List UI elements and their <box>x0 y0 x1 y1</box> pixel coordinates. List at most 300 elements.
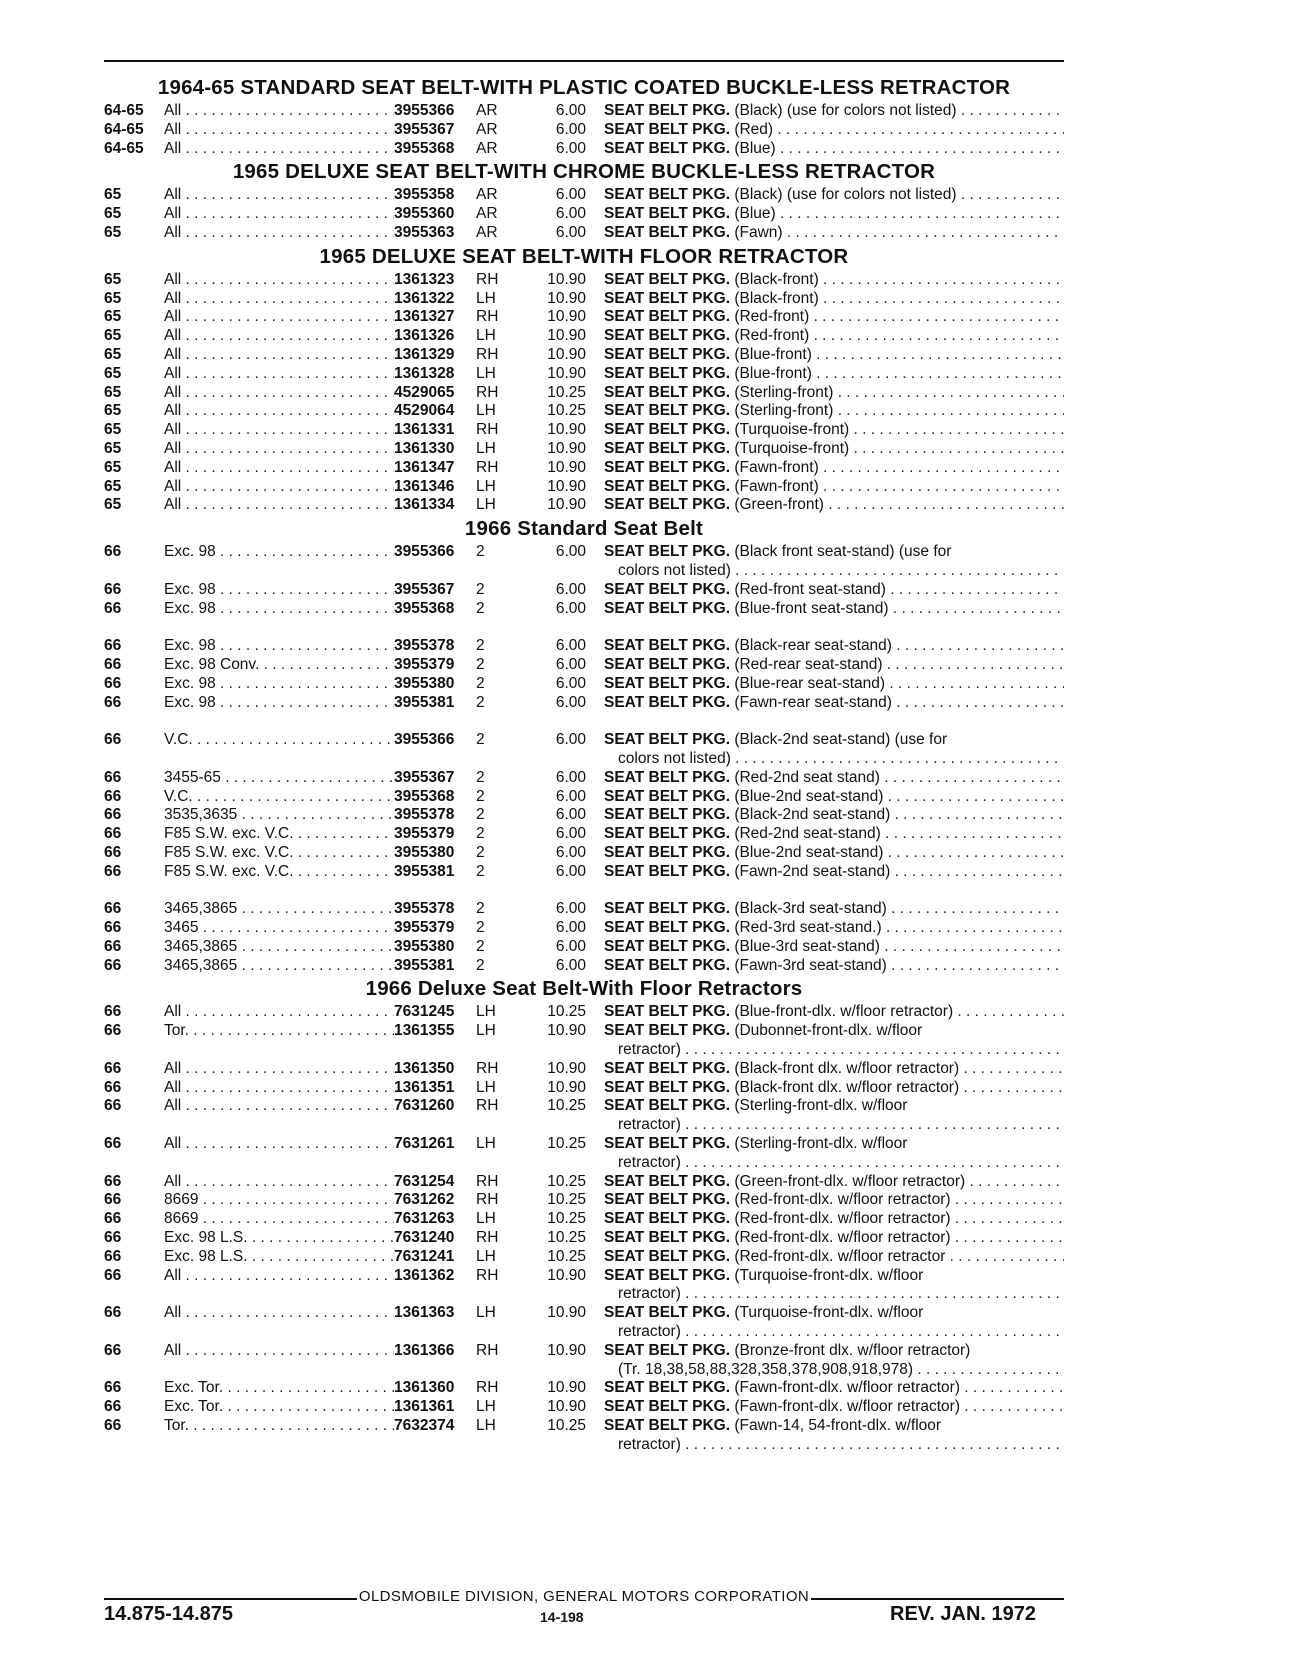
model-text: Exc. 98 <box>164 637 216 655</box>
description-text: (Blue-2nd seat-stand) . . . <box>734 844 1064 861</box>
description-continuation <box>604 1361 1064 1380</box>
part-number-cell: 1361322 <box>394 289 455 307</box>
description-keyword: SEAT BELT PKG. <box>604 439 731 457</box>
description-keyword: SEAT BELT PKG. <box>604 1341 731 1359</box>
leader-dots <box>181 224 394 241</box>
description-text: (Turquoise-front) . . . <box>734 440 1064 457</box>
model-text: All <box>164 308 182 326</box>
leader-dots <box>181 121 394 138</box>
part-number-cell-empty <box>394 1041 470 1060</box>
table-row <box>104 1304 1064 1323</box>
model-cell <box>164 600 394 619</box>
year-cell: 66 <box>104 956 122 974</box>
description-cell <box>604 290 1064 309</box>
description-continuation-text: retractor) . . . <box>618 1041 1064 1058</box>
price-cell: 10.90 <box>547 289 586 307</box>
leader-dots <box>181 365 394 382</box>
year-cell: 66 <box>104 1059 122 1077</box>
qty-cell: LH <box>476 439 496 457</box>
part-number-cell-empty <box>394 1285 470 1304</box>
description-continuation <box>604 1041 1064 1060</box>
leader-dots <box>237 938 394 955</box>
table-row <box>104 1191 1064 1210</box>
description-keyword: SEAT BELT PKG. <box>604 421 731 439</box>
leader-dots <box>181 1060 394 1077</box>
qty-cell: AR <box>476 120 498 138</box>
model-text: All <box>164 102 182 119</box>
leader-dots <box>181 186 394 203</box>
qty-cell: RH <box>476 1172 499 1190</box>
model-text: Exc. 98 <box>164 599 216 617</box>
price-cell-empty <box>516 1116 604 1135</box>
year-cell: 66 <box>104 1247 122 1265</box>
description-cell <box>604 694 1064 713</box>
description-cell <box>604 384 1064 403</box>
description-cell <box>604 478 1064 497</box>
part-number-cell: 7631263 <box>394 1210 455 1228</box>
footer-division: OLDSMOBILE DIVISION, GENERAL MOTORS CORPORATION <box>358 1588 810 1605</box>
part-number-cell: 1361366 <box>394 1341 455 1359</box>
year-cell: 64-65 <box>104 139 144 157</box>
year-cell: 66 <box>104 843 122 861</box>
table-row <box>104 581 1064 600</box>
qty-cell: LH <box>476 1135 496 1153</box>
table-row <box>104 675 1064 694</box>
leader-dots <box>181 271 394 288</box>
description-keyword: SEAT BELT PKG. <box>604 289 731 307</box>
description-text: (Turquoise-front-dlx. w/floor <box>734 1266 924 1284</box>
model-cell-empty <box>164 1285 394 1304</box>
qty-cell: 2 <box>476 637 485 655</box>
year-cell: 66 <box>104 919 122 937</box>
part-number-cell: 1361355 <box>394 1022 455 1040</box>
qty-cell-empty <box>470 1285 516 1304</box>
leader-dots <box>181 1135 394 1152</box>
year-cell: 66 <box>104 1172 122 1190</box>
description-text: (Black front seat-stand) (use for <box>734 543 952 561</box>
qty-cell-empty <box>470 1154 516 1173</box>
qty-cell-empty <box>470 1361 516 1380</box>
year-cell: 65 <box>104 289 122 307</box>
qty-cell: 2 <box>476 674 485 692</box>
part-number-cell: 4529064 <box>394 402 455 420</box>
leader-dots <box>237 806 394 823</box>
model-text: All <box>164 1078 182 1096</box>
description-text: (Blue-front seat-stand) . . . <box>734 600 1064 617</box>
table-row <box>104 1003 1064 1022</box>
year-cell: 66 <box>104 825 122 843</box>
qty-cell: AR <box>476 186 498 204</box>
description-text: (Red-front-dlx. w/floor retractor) . . . <box>734 1229 1064 1246</box>
leader-dots <box>181 1267 394 1284</box>
model-cell <box>164 825 394 844</box>
part-number-cell: 3955366 <box>394 102 455 119</box>
table-row <box>104 290 1064 309</box>
year-cell: 66 <box>104 1135 122 1153</box>
price-cell: 10.25 <box>547 402 586 420</box>
price-cell-empty <box>516 1361 604 1380</box>
model-text: Exc. Tor. <box>164 1398 224 1416</box>
year-cell: 66 <box>104 543 122 561</box>
part-number-cell: 3955380 <box>394 937 455 955</box>
part-number-cell: 1361363 <box>394 1304 455 1322</box>
year-cell-empty <box>104 1436 164 1455</box>
model-text: All <box>164 139 182 157</box>
description-keyword: SEAT BELT PKG. <box>604 900 731 918</box>
part-number-cell: 7631245 <box>394 1003 455 1021</box>
qty-cell: 2 <box>476 900 485 918</box>
description-keyword: SEAT BELT PKG. <box>604 496 731 514</box>
leader-dots <box>216 581 394 598</box>
qty-cell: 2 <box>476 655 485 673</box>
model-cell <box>164 459 394 478</box>
description-cell <box>604 806 1064 825</box>
model-cell <box>164 346 394 365</box>
price-cell-empty <box>516 750 604 769</box>
model-cell <box>164 543 394 562</box>
part-number-cell: 3955366 <box>394 731 455 749</box>
description-continuation <box>604 1116 1064 1135</box>
model-cell <box>164 440 394 459</box>
model-cell <box>164 1267 394 1286</box>
part-number-cell: 3955363 <box>394 223 455 241</box>
part-number-cell: 1361328 <box>394 364 455 382</box>
table-row <box>104 844 1064 863</box>
table-row <box>104 1379 1064 1398</box>
description-cell <box>604 102 1064 121</box>
table-row <box>104 806 1064 825</box>
qty-cell: 2 <box>476 825 485 843</box>
qty-cell: 2 <box>476 787 485 805</box>
year-cell: 66 <box>104 1229 122 1247</box>
qty-cell-empty <box>470 1041 516 1060</box>
year-cell: 66 <box>104 1191 122 1209</box>
leader-dots <box>181 1342 394 1359</box>
part-number-cell: 7632374 <box>394 1417 455 1434</box>
qty-cell: LH <box>476 1398 496 1416</box>
description-text: (Blue-front) . . . <box>734 346 1064 363</box>
model-cell <box>164 1229 394 1248</box>
description-cell <box>604 900 1064 919</box>
model-text: Exc. 98 <box>164 543 216 561</box>
model-cell <box>164 102 394 121</box>
description-cell <box>604 327 1064 346</box>
price-cell: 10.90 <box>547 1266 586 1284</box>
part-number-cell-empty <box>394 562 470 581</box>
description-keyword: SEAT BELT PKG. <box>604 477 731 495</box>
table-row <box>104 543 1064 562</box>
table-row <box>104 421 1064 440</box>
model-cell <box>164 384 394 403</box>
description-cell <box>604 1173 1064 1192</box>
year-cell: 66 <box>104 806 122 824</box>
part-number-cell: 1361360 <box>394 1379 455 1397</box>
part-number-cell: 3955367 <box>394 768 455 786</box>
description-keyword: SEAT BELT PKG. <box>604 1266 731 1284</box>
table-row <box>104 1342 1064 1361</box>
qty-cell-empty <box>470 750 516 769</box>
table-row <box>104 1417 1064 1436</box>
table-row <box>104 731 1064 750</box>
table-row <box>104 478 1064 497</box>
table-row <box>104 1135 1064 1154</box>
description-continuation <box>604 1154 1064 1173</box>
description-keyword: SEAT BELT PKG. <box>604 580 731 598</box>
qty-cell: 2 <box>476 580 485 598</box>
description-cell <box>604 600 1064 619</box>
model-text: V.C. <box>164 787 193 805</box>
table-row <box>104 459 1064 478</box>
price-cell: 6.00 <box>555 900 586 918</box>
price-cell: 10.90 <box>547 1304 586 1322</box>
year-cell: 64-65 <box>104 102 144 119</box>
description-keyword: SEAT BELT PKG. <box>604 1210 731 1228</box>
description-text: (Fawn-front-dlx. w/floor retractor) . . . <box>734 1398 1064 1415</box>
leader-dots <box>259 656 394 673</box>
price-cell: 10.90 <box>547 270 586 288</box>
year-cell: 65 <box>104 383 122 401</box>
qty-cell: 2 <box>476 919 485 937</box>
description-cell <box>604 1210 1064 1229</box>
qty-cell: RH <box>476 308 499 326</box>
footer-page-number: 14-198 <box>540 1609 584 1625</box>
price-cell: 6.00 <box>555 693 586 711</box>
description-cell <box>604 1003 1064 1022</box>
qty-cell: RH <box>476 1379 499 1397</box>
description-keyword: SEAT BELT PKG. <box>604 637 731 655</box>
description-keyword: SEAT BELT PKG. <box>604 543 731 561</box>
description-continuation-text: colors not listed) . . . <box>618 750 1064 767</box>
table-row <box>104 402 1064 421</box>
leader-dots <box>198 1191 394 1208</box>
description-text: (Red) . . . <box>734 121 1064 138</box>
price-cell: 6.00 <box>555 787 586 805</box>
model-cell <box>164 1304 394 1323</box>
year-cell-empty <box>104 750 164 769</box>
description-keyword: SEAT BELT PKG. <box>604 1003 731 1021</box>
description-cell <box>604 957 1064 976</box>
qty-cell: RH <box>476 1059 499 1077</box>
year-cell: 66 <box>104 1003 122 1021</box>
price-cell: 10.25 <box>547 1247 586 1265</box>
description-text: (Black-2nd seat-stand) (use for <box>734 731 948 749</box>
model-text: All <box>164 496 182 514</box>
price-cell-empty <box>516 1041 604 1060</box>
description-keyword: SEAT BELT PKG. <box>604 806 731 824</box>
model-cell <box>164 1398 394 1417</box>
description-keyword: SEAT BELT PKG. <box>604 1059 731 1077</box>
model-cell-empty <box>164 1436 394 1455</box>
description-text: (Blue-rear seat-stand) . . . <box>734 675 1064 692</box>
price-cell: 10.90 <box>547 364 586 382</box>
model-cell <box>164 1003 394 1022</box>
leader-dots <box>216 600 394 617</box>
qty-cell: 2 <box>476 806 485 824</box>
table-row-continuation <box>104 562 1064 581</box>
part-number-cell: 1361351 <box>394 1078 455 1096</box>
description-text: (Red-2nd seat stand) . . . <box>734 769 1064 786</box>
price-cell-empty <box>516 1436 604 1455</box>
price-cell-empty <box>516 1323 604 1342</box>
model-cell <box>164 1173 394 1192</box>
part-number-cell: 3955368 <box>394 599 455 617</box>
leader-dots <box>237 900 394 917</box>
description-text: (Blue) . . . <box>734 140 1064 157</box>
description-continuation-text: retractor) . . . <box>618 1154 1064 1171</box>
description-keyword: SEAT BELT PKG. <box>604 120 731 138</box>
description-text: (Red-front-dlx. w/floor retractor) . . . <box>734 1191 1064 1208</box>
table-row <box>104 1398 1064 1417</box>
part-number-cell: 3955379 <box>394 919 455 937</box>
description-text: (Bronze-front dlx. w/floor retractor) <box>734 1341 971 1359</box>
table-row-continuation <box>104 1436 1064 1455</box>
qty-cell: LH <box>476 496 496 514</box>
part-number-cell: 3955368 <box>394 139 455 157</box>
top-rule <box>104 60 1064 62</box>
description-keyword: SEAT BELT PKG. <box>604 787 731 805</box>
price-cell: 10.25 <box>547 1210 586 1228</box>
model-cell <box>164 365 394 384</box>
part-number-cell-empty <box>394 1154 470 1173</box>
description-cell <box>604 1417 1064 1436</box>
year-cell: 66 <box>104 1379 122 1397</box>
model-cell <box>164 478 394 497</box>
model-text: All <box>164 1172 182 1190</box>
description-cell <box>604 1267 1064 1286</box>
qty-cell: RH <box>476 458 499 476</box>
table-row <box>104 1097 1064 1116</box>
model-text: All <box>164 289 182 307</box>
qty-cell: RH <box>476 270 499 288</box>
description-keyword: SEAT BELT PKG. <box>604 345 731 363</box>
year-cell: 66 <box>104 693 122 711</box>
model-text: All <box>164 1341 182 1359</box>
description-cell <box>604 1191 1064 1210</box>
table-row <box>104 863 1064 882</box>
model-text: F85 S.W. exc. V.C. <box>164 862 294 880</box>
year-cell: 66 <box>104 787 122 805</box>
description-text: (Black-front dlx. w/floor retractor) . . . <box>734 1079 1064 1096</box>
qty-cell: LH <box>476 1078 496 1096</box>
price-cell: 6.00 <box>555 655 586 673</box>
description-text: (Black-front dlx. w/floor retractor) . . . <box>734 1060 1064 1077</box>
table-row <box>104 121 1064 140</box>
table-row <box>104 1022 1064 1041</box>
description-text: (Green-front-dlx. w/floor retractor) . . . <box>734 1173 1064 1190</box>
year-cell: 66 <box>104 1210 122 1228</box>
model-cell-empty <box>164 1154 394 1173</box>
model-text: Exc. 98 Conv. <box>164 655 260 673</box>
description-text: (Blue-2nd seat-stand) . . . <box>734 788 1064 805</box>
description-continuation-text: retractor) . . . <box>618 1436 1064 1453</box>
table-row-continuation <box>104 1285 1064 1304</box>
description-keyword: SEAT BELT PKG. <box>604 1022 731 1040</box>
model-text: All <box>164 120 182 138</box>
table-row <box>104 600 1064 619</box>
qty-cell: LH <box>476 1304 496 1322</box>
table-row <box>104 900 1064 919</box>
description-cell <box>604 919 1064 938</box>
model-cell <box>164 788 394 807</box>
model-text: Exc. Tor. <box>164 1379 224 1397</box>
description-continuation <box>604 750 1064 769</box>
leader-dots <box>248 1248 394 1265</box>
price-cell: 6.00 <box>555 186 586 204</box>
model-cell <box>164 938 394 957</box>
footer-group-number: 14.875-14.875 <box>104 1603 234 1625</box>
model-text: All <box>164 1059 182 1077</box>
qty-cell: LH <box>476 364 496 382</box>
description-text: (Black) (use for colors not listed) . . . <box>734 102 1064 119</box>
leader-dots <box>181 102 394 119</box>
description-text: (Fawn-front) . . . <box>734 478 1064 495</box>
model-text: All <box>164 421 182 439</box>
price-cell: 6.00 <box>555 919 586 937</box>
leader-dots <box>216 543 394 560</box>
leader-dots <box>189 1417 394 1434</box>
description-cell <box>604 440 1064 459</box>
description-keyword: SEAT BELT PKG. <box>604 402 731 420</box>
model-text: All <box>164 439 182 457</box>
price-cell: 6.00 <box>555 768 586 786</box>
model-text: Exc. 98 <box>164 580 216 598</box>
model-cell <box>164 271 394 290</box>
description-keyword: SEAT BELT PKG. <box>604 768 731 786</box>
description-keyword: SEAT BELT PKG. <box>604 1379 731 1397</box>
year-cell-empty <box>104 1323 164 1342</box>
qty-cell: 2 <box>476 693 485 711</box>
part-number-cell: 1361323 <box>394 270 455 288</box>
description-text: (Fawn-14, 54-front-dlx. w/floor <box>734 1417 942 1434</box>
description-text: (Red-2nd seat-stand) . . . <box>734 825 1064 842</box>
leader-dots <box>181 327 394 344</box>
description-text: (Fawn) . . . <box>734 224 1064 241</box>
table-row <box>104 496 1064 515</box>
description-text: (Dubonnet-front-dlx. w/floor <box>734 1022 923 1040</box>
model-cell <box>164 186 394 205</box>
table-row <box>104 938 1064 957</box>
table-row-continuation <box>104 1361 1064 1380</box>
part-number-cell: 3955379 <box>394 655 455 673</box>
description-keyword: SEAT BELT PKG. <box>604 364 731 382</box>
table-row-continuation <box>104 1323 1064 1342</box>
model-cell-empty <box>164 1361 394 1380</box>
leader-dots <box>181 1173 394 1190</box>
description-keyword: SEAT BELT PKG. <box>604 1398 731 1416</box>
table-row <box>104 327 1064 346</box>
qty-cell: 2 <box>476 956 485 974</box>
model-cell <box>164 224 394 243</box>
leader-dots <box>181 478 394 495</box>
leader-dots <box>294 863 394 880</box>
description-keyword: SEAT BELT PKG. <box>604 1097 731 1115</box>
model-text: All <box>164 186 182 204</box>
model-text: All <box>164 205 182 223</box>
description-keyword: SEAT BELT PKG. <box>604 693 731 711</box>
model-cell <box>164 637 394 656</box>
model-cell <box>164 900 394 919</box>
leader-dots <box>216 675 394 692</box>
qty-cell-empty <box>470 1116 516 1135</box>
price-cell: 6.00 <box>555 674 586 692</box>
section-title: 1966 Deluxe Seat Belt-With Floor Retractors <box>365 977 803 1001</box>
description-cell <box>604 121 1064 140</box>
price-cell: 10.90 <box>547 345 586 363</box>
model-text: All <box>164 1266 182 1284</box>
year-cell: 66 <box>104 674 122 692</box>
description-keyword: SEAT BELT PKG. <box>604 937 731 955</box>
model-cell <box>164 1379 394 1398</box>
